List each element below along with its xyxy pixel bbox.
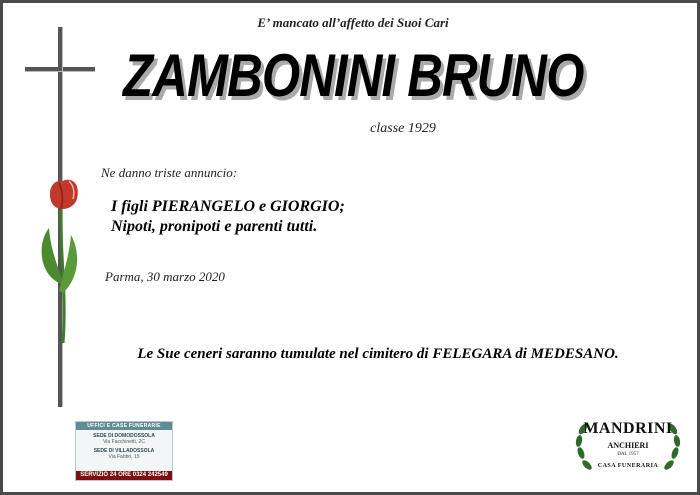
logo-subtitle: ANCHIERI (607, 441, 649, 450)
logo-tagline: CASA FUNERARIA (597, 463, 659, 469)
logo-since: DAL 1957 (617, 452, 639, 457)
place-date: Parma, 30 marzo 2020 (105, 269, 225, 284)
badge-header: UFFICI E CASE FUNERARIE (76, 422, 172, 430)
family-line-1: I figli PIERANGELO e GIORGIO; (111, 198, 345, 215)
funeral-office-badge (75, 421, 173, 481)
logo-brand: MANDRINI (583, 420, 673, 437)
mandrini-logo (573, 413, 683, 481)
family-line-2: Nipoti, pronipoti e parenti tutti. (111, 218, 318, 235)
intro-line: E’ mancato all’affetto dei Suoi Cari (257, 15, 449, 30)
badge-addr-2: Via Fabbri, 15 (108, 454, 140, 460)
red-tulip-icon (29, 173, 89, 348)
badge-phone: SERVIZIO 24 ORE 0324 242549 (76, 471, 172, 480)
burial-note: Le Sue ceneri saranno tumulate nel cimitero di FELEGARA di MEDESANO. (137, 346, 619, 362)
announce-line: Ne danno triste annuncio: (101, 165, 238, 180)
badge-sede-2: SEDE DI VILLADOSSOLA (93, 448, 155, 454)
deceased-name: ZAMBONINI BRUNO (123, 42, 584, 109)
badge-addr-1: Via Facchinetti, 2C (103, 439, 145, 445)
badge-sede-1: SEDE DI DOMODOSSOLA (93, 433, 155, 439)
birth-year: classe 1929 (370, 121, 436, 136)
